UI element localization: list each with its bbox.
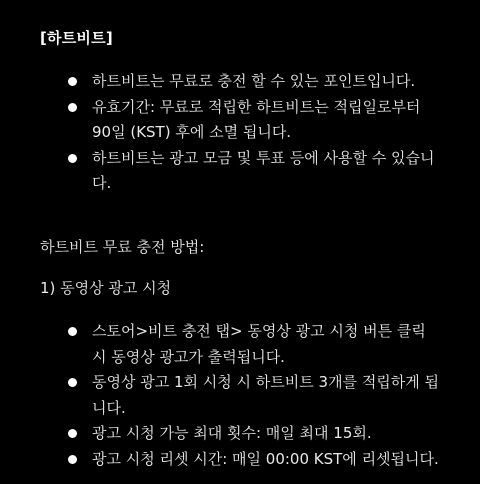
list-item-text: 동영상 광고 1회 시청 시 하트비트 3개를 적립하게 됩니다. — [92, 373, 440, 417]
list-item-text: 하트비트는 광고 모금 및 투표 등에 사용할 수 있습니다. — [92, 148, 435, 192]
video-ad-steps-list — [0, 319, 480, 472]
bullet-icon — [68, 103, 77, 112]
list-item — [0, 421, 480, 447]
bullet-icon — [68, 378, 77, 387]
list-item — [0, 69, 480, 95]
list-item-text: 유효기간: 무료로 적립한 하트비트는 적립일로부터 90일 (KST) 후에 소멸 됩니다. — [92, 97, 421, 141]
list-item-text: 하트비트는 무료로 충전 할 수 있는 포인트입니다. — [92, 72, 416, 90]
list-item — [0, 447, 480, 473]
bullet-icon — [68, 455, 77, 464]
bullet-icon — [68, 154, 77, 163]
list-item-text: 광고 시청 리셋 시간: 매일 00:00 KST에 리셋됩니다. — [92, 449, 439, 468]
list-item-text: 스토어>비트 충전 탭> 동영상 광고 시청 버튼 클릭 시 동영상 광고가 출력됩니다. — [92, 322, 426, 366]
charge-method-heading: 하트비트 무료 충전 방법: — [40, 238, 205, 256]
list-item-text: 광고 시청 가능 최대 횟수: 매일 최대 15회. — [92, 424, 372, 442]
list-item — [0, 146, 480, 197]
bullet-icon — [68, 77, 77, 86]
bullet-icon — [68, 429, 77, 438]
bullet-icon — [68, 327, 77, 336]
heartbeat-info-list — [0, 69, 480, 197]
list-item — [0, 319, 480, 370]
step-1-label: 1) 동영상 광고 시청 — [40, 279, 172, 297]
section-title: [하트비트] — [40, 29, 113, 47]
list-item — [0, 370, 480, 421]
list-item — [0, 95, 480, 146]
